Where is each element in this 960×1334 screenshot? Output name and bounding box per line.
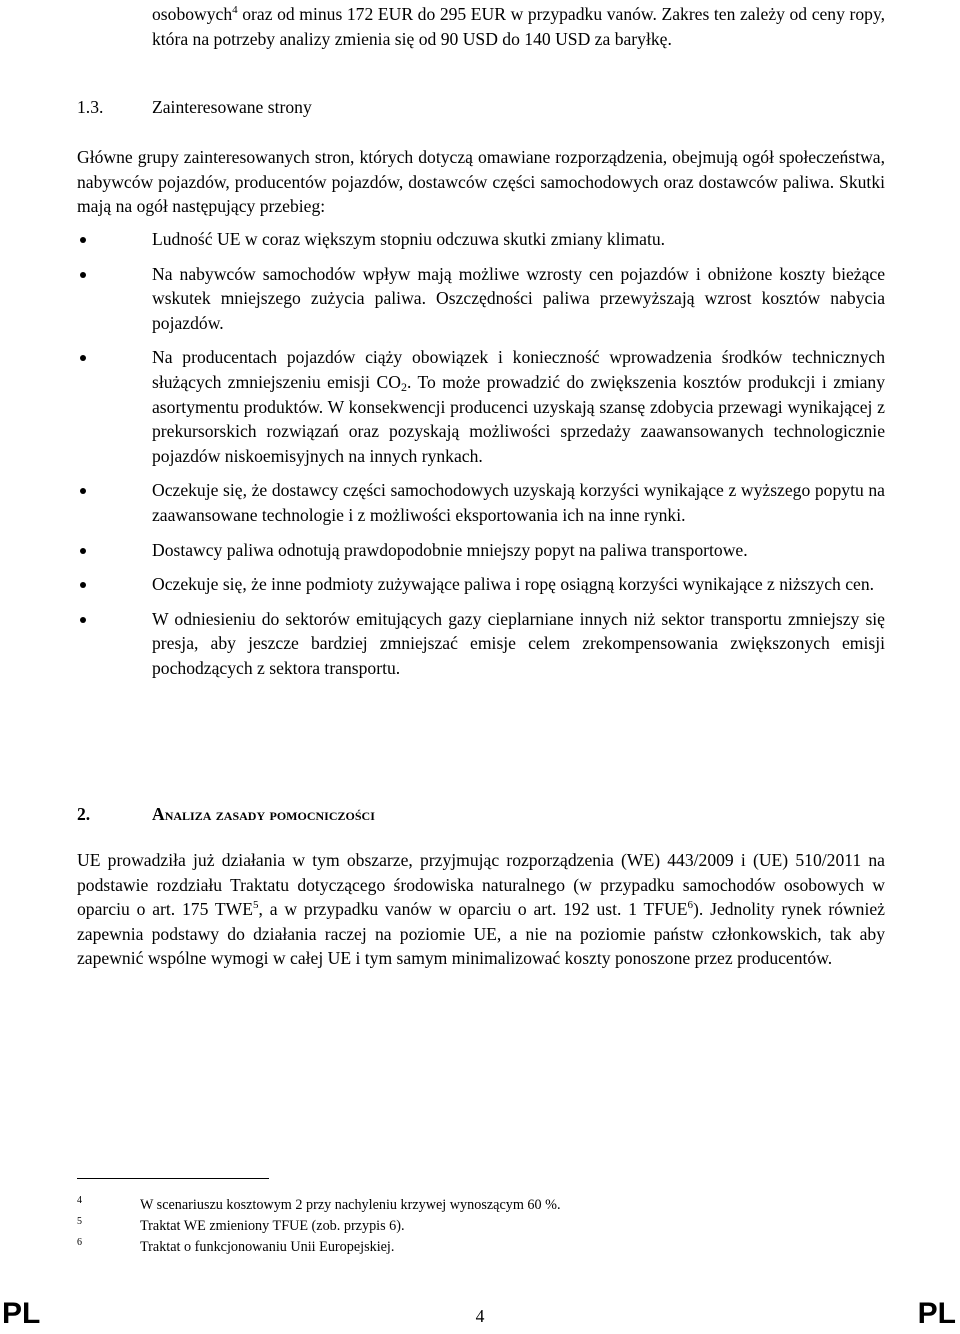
section-title: Zainteresowane strony — [152, 97, 312, 117]
footnote-text: W scenariuszu kosztowym 2 przy nachyleniu krzywej wynoszącym 60 %. — [140, 1197, 561, 1213]
bullet-icon — [80, 272, 86, 278]
intro-paragraph: Główne grupy zainteresowanych stron, których dotyczą omawiane rozporządzenia, obejmują ogół społeczeństwa, nabywców pojazdów, producentów pojazdów, dostawców części samochodowych oraz dostawców paliwa. Skutki mają na ogół następujący przebieg: — [77, 147, 885, 217]
list-item — [77, 572, 885, 597]
list-item-text: Oczekuje się, że inne podmioty zużywające paliwa i ropę osiągną korzyści wynikające z niższych cen. — [152, 574, 875, 595]
list-item-text: Dostawcy paliwa odnotują prawdopodobnie mniejszy popyt na paliwa transportowe. — [152, 539, 748, 560]
bullet-icon — [80, 548, 86, 554]
list-item-text-b: . To może prowadzić do zwiększenia kosztów produkcji i zmiany asortymentu produktów. W konsekwencji producenci uzyskają szansę zdobycia przewagi wynikającej z prekursorskich rozwiązań oraz pozyskają możliwości sprzedaży zaawansowanych technologicznie pojazdów niskoemisyjnych na innych rynkach. — [152, 371, 886, 466]
co2-subscript: 2 — [400, 379, 407, 394]
list-item — [77, 262, 885, 336]
footnotes — [77, 1195, 885, 1258]
impacts-list — [77, 227, 885, 691]
footnote-divider — [77, 1178, 269, 1179]
list-item-text: Oczekuje się, że dostawcy części samochodowych uzyskają korzyści wynikające z wyższego popytu na zaawansowane technologie i z możliwości eksportowania ich na inne rynki. — [152, 480, 885, 525]
language-code-right: PL — [917, 1297, 956, 1330]
footnote-ref-4[interactable]: 4 — [232, 4, 238, 16]
bullet-icon — [80, 617, 86, 623]
list-item-text: Na nabywców samochodów wpływ mają możliwe wzrosty cen pojazdów i obniżone koszty bieżące wskutek mniejszego zużycia paliwa. Oszczędności paliwa przewyższają wzrost kosztów nabycia pojazdów. — [152, 263, 885, 333]
paragraph-text-a: UE prowadziła już działania w tym obszarze, przyjmując rozporządzenia (WE) 443/2009 i (UE) 510/2011 na podstawie rozdziału Traktatu dotyczącego środowiska naturalnego (w przypadku samochodów osobowych w oparciu o art. 175 TWE — [77, 850, 885, 920]
footnote-text: Traktat o funkcjonowaniu Unii Europejskiej. — [140, 1239, 395, 1255]
page-footer — [0, 1296, 960, 1334]
page-number: 4 — [475, 1306, 485, 1326]
bullet-icon — [80, 237, 86, 243]
list-item-text: W odniesieniu do sektorów emitujących gazy cieplarniane innych niż sektor transportu zmniejszy się presja, aby jeszcze bardziej zmniejszać emisje celem zrekompensowania zwiększonych emisji pochodzących z sektora transportu. — [152, 608, 885, 678]
bullet-icon — [80, 488, 86, 494]
list-item — [77, 607, 885, 681]
stakeholders-intro — [77, 145, 885, 219]
section-number: 2. — [77, 804, 91, 824]
paragraph-text-c: ). Jednolity rynek również zapewnia podstawy do działania raczej na poziomie UE, a nie na poziomie państw członkowskich, tak aby zapewnić wspólne wymogi w całej UE i tym samym minimalizować koszty ponoszone przez producentów. — [77, 899, 885, 969]
subsidiarity-paragraph — [77, 848, 885, 971]
list-item — [77, 478, 885, 527]
section-title: Analiza zasady pomocniczości — [152, 804, 375, 824]
paragraph-text-b: , a w przypadku vanów w oparciu o art. 192 ust. 1 TFUE — [258, 899, 688, 920]
section-number: 1.3. — [77, 97, 104, 117]
footnote-number: 6 — [77, 1237, 82, 1248]
list-item — [77, 345, 885, 468]
list-item — [77, 538, 885, 563]
footnote-number: 4 — [77, 1195, 82, 1206]
footnote-ref-6[interactable]: 6 — [687, 899, 694, 912]
continuation-text-b: oraz od minus 172 EUR do 295 EUR w przypadku vanów. Zakres ten zależy od ceny ropy, która na potrzeby analizy zmienia się od 90 USD do 140 USD za baryłkę. — [152, 4, 885, 49]
footnote-ref-5[interactable]: 5 — [253, 899, 259, 912]
continuation-text-a: osobowych — [152, 4, 233, 24]
language-code-left: PL — [2, 1297, 41, 1330]
bullet-icon — [80, 355, 86, 361]
list-item-text-a: Na producentach pojazdów ciąży obowiązek i konieczność wprowadzenia środków technicznych służących zmniejszeniu emisji CO — [152, 347, 885, 392]
list-item-text: Ludność UE w coraz większym stopniu odczuwa skutki zmiany klimatu. — [152, 229, 666, 249]
list-item — [77, 227, 885, 252]
footnote-text: Traktat WE zmieniony TFUE (zob. przypis 6). — [140, 1218, 405, 1234]
footnote-6 — [77, 1237, 885, 1258]
footnote-4 — [77, 1195, 885, 1216]
bullet-icon — [80, 582, 86, 588]
footnote-5 — [77, 1216, 885, 1237]
footnote-number: 5 — [77, 1216, 82, 1227]
